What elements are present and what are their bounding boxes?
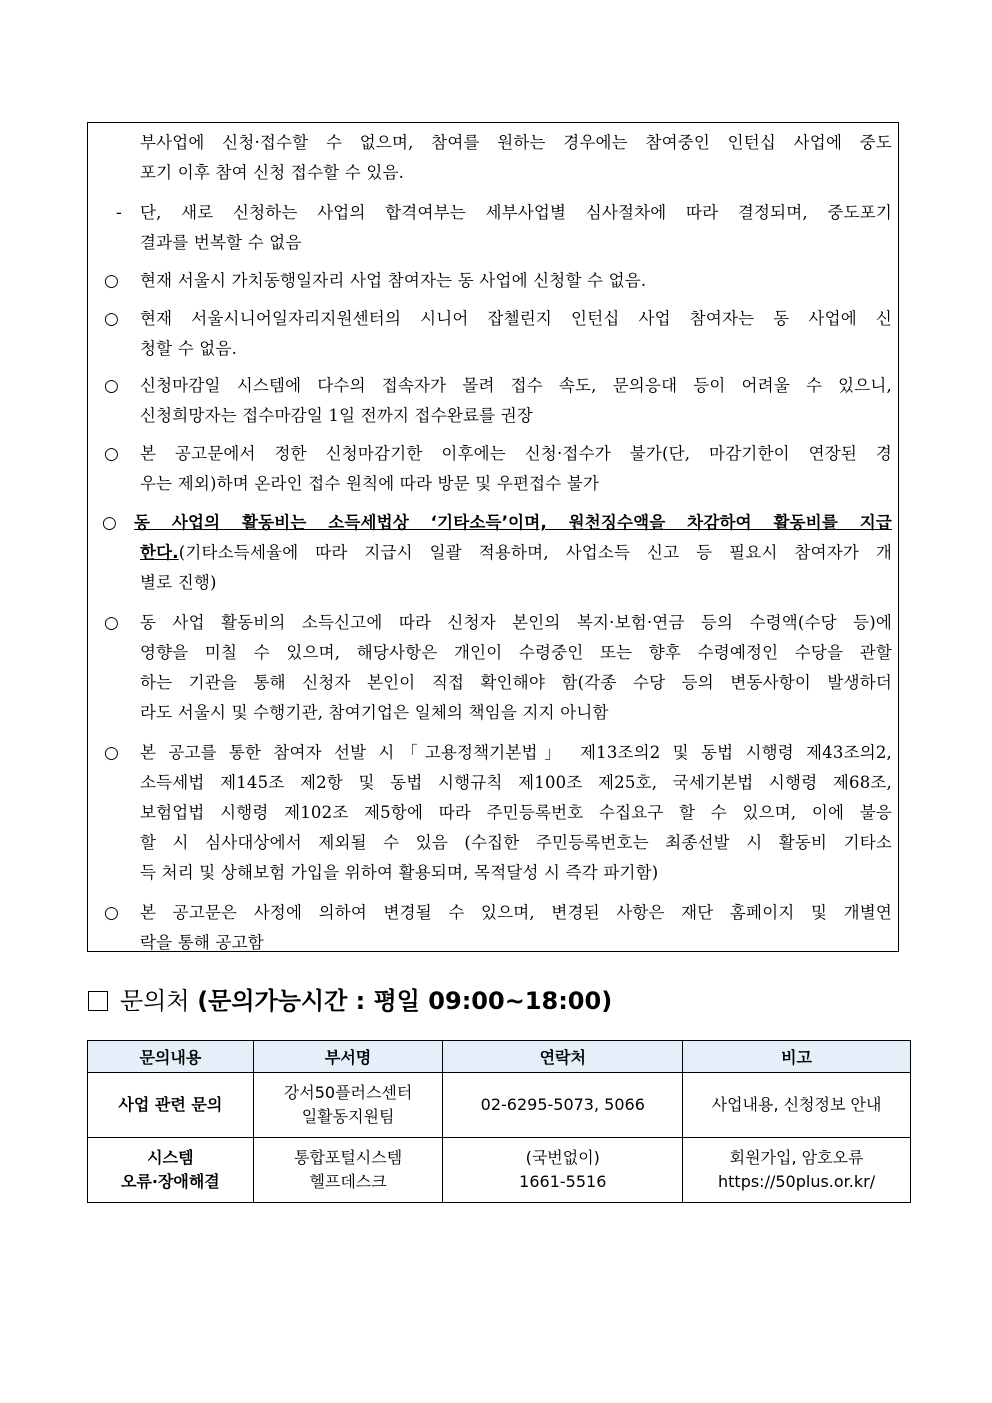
phone-cell [443, 1073, 683, 1138]
text-line: 단, 새로 신청하는 사업의 합격여부는 세부사업별 심사절차에 따라 결정되며, 중도포기 [140, 203, 892, 222]
dash-marker: - [116, 203, 122, 223]
text-line: 신청마감일 시스템에 다수의 접속자가 몰려 접수 속도, 문의응대 등이 어려울 수 있으니, [140, 376, 892, 395]
table-row [88, 1073, 911, 1138]
notice-item [140, 304, 892, 364]
dept-line: 일활동지원팀 [301, 1107, 395, 1126]
text-line: 본 공고문은 사정에 의하여 변경될 수 있으며, 변경된 사항은 재단 홈페이지 및 개별연 [140, 903, 892, 922]
website-link[interactable]: https://50plus.or.kr/ [718, 1172, 876, 1191]
notice-item [140, 898, 892, 958]
column-header: 비고 [683, 1041, 911, 1073]
text-line: 하는 기관을 통해 신청자 본인이 직접 확인해야 함(각종 수당 등의 변동사항이 발생하더 [140, 673, 892, 692]
text-line: 결과를 번복할 수 없음 [140, 233, 302, 252]
dash-paragraph [140, 198, 892, 258]
text-line: 우는 제외)하며 온라인 접수 원칙에 따라 방문 및 우편접수 불가 [140, 474, 600, 493]
note-cell [683, 1138, 911, 1203]
circle-bullet-icon: ○ [104, 309, 119, 329]
text-line: 포기 이후 참여 신청 접수할 수 있음. [140, 163, 405, 182]
phone-cell [443, 1138, 683, 1203]
income-tax-emphasis-end: 한다. [140, 543, 179, 562]
text-line [134, 568, 892, 598]
circle-bullet-icon: ○ [104, 376, 119, 396]
table-row [88, 1138, 911, 1203]
checkbox-square-icon [88, 991, 108, 1011]
notice-item [140, 439, 892, 499]
text-line: 라도 서울시 및 수행기관, 참여기업은 일체의 책임을 지지 아니함 [140, 703, 609, 722]
dept-cell [253, 1138, 443, 1203]
dept-line: 통합포털시스템 [293, 1148, 403, 1167]
text-line: 본 공고문에서 정한 신청마감기한 이후에는 신청·접수가 불가(단, 마감기한이 연장된 경 [140, 444, 892, 463]
text-line: 소득세법 제145조 제2항 및 동법 시행규칙 제100조 제25호, 국세기본법 시행령 제68조, [140, 773, 892, 792]
phone-line: (국번없이) [525, 1148, 600, 1167]
contact-title-text: 문의처 [120, 987, 190, 1015]
income-tax-note-end: 별로 진행) [140, 573, 217, 592]
circle-bullet-icon: ○ [104, 743, 119, 763]
income-tax-emphasis: 동 사업의 활동비는 소득세법상 ‘기타소득’이며, 원천징수액을 차감하여 활동비를 지급 [134, 513, 892, 532]
text-line: 본 공고를 통한 참여자 선발 시「고용정책기본법」 제13조의2 및 동법 시행령 제43조의2, [140, 743, 892, 762]
phone-text: 02-6295-5073, 5066 [480, 1095, 645, 1114]
phone-line: 1661-5516 [519, 1172, 607, 1191]
dept-line: 강서50플러스센터 [283, 1083, 413, 1102]
notice-item [140, 266, 892, 296]
text-line: 할 시 심사대상에서 제외될 수 있음 (수집한 주민등록번호는 최종선발 시 활동비 기타소 [140, 833, 892, 852]
text-line: 부사업에 신청·접수할 수 없으며, 참여를 원하는 경우에는 참여중인 인턴십 사업에 중도 [140, 133, 892, 152]
column-header: 연락처 [443, 1041, 683, 1073]
topic-line: 시스템 [147, 1148, 194, 1167]
notice-item [140, 608, 892, 728]
column-header: 부서명 [253, 1041, 443, 1073]
dept-line: 헬프데스크 [309, 1172, 387, 1191]
text-line: 보험업법 시행령 제102조 제5항에 따라 주민등록번호 수집요구 할 수 있으며, 이에 불응 [140, 803, 892, 822]
notice-box [87, 122, 899, 952]
text-line: 청할 수 없음. [140, 339, 238, 358]
text-line: 영향을 미칠 수 있으며, 해당사항은 개인이 수령중인 또는 향후 수령예정인 수당을 관할 [140, 643, 892, 662]
contact-section-title [88, 985, 612, 1017]
text-line [134, 508, 892, 538]
circle-bullet-icon: ○ [102, 513, 117, 533]
income-tax-note: (기타소득세율에 따라 지급시 일괄 적용하며, 사업소득 신고 등 필요시 참여자가 개 [178, 543, 892, 562]
circle-bullet-icon: ○ [104, 444, 119, 464]
notice-item [140, 371, 892, 431]
text-line: 득 처리 및 상해보험 가입을 위하여 활용되며, 목적달성 시 즉각 파기함) [140, 863, 659, 882]
topic-line: 오류·장애해결 [120, 1172, 220, 1191]
text-line: 현재 서울시 가치동행일자리 사업 참여자는 동 사업에 신청할 수 없음. [140, 271, 647, 290]
text-line: 신청희망자는 접수마감일 1일 전까지 접수완료를 권장 [140, 406, 533, 425]
text-line: 현재 서울시니어일자리지원센터의 시니어 잡첼린지 인턴십 사업 참여자는 동 사업에 신 [140, 309, 892, 328]
notice-item [140, 738, 892, 888]
table-header-row [88, 1041, 911, 1073]
circle-bullet-icon: ○ [104, 271, 119, 291]
circle-bullet-icon: ○ [104, 903, 119, 923]
income-tax-item [134, 508, 892, 598]
circle-bullet-icon: ○ [104, 613, 119, 633]
text-line: 락을 통해 공고함 [140, 933, 264, 952]
contact-hours: (문의가능시간 : 평일 09:00~18:00) [197, 987, 613, 1015]
topic-cell [88, 1138, 254, 1203]
text-line [134, 538, 892, 568]
topic-text: 사업 관련 문의 [118, 1095, 223, 1114]
text-line: 동 사업 활동비의 소득신고에 따라 신청자 본인의 복지·보험·연금 등의 수령액(수당 등)에 [140, 613, 892, 632]
dept-cell [253, 1073, 443, 1138]
column-header: 문의내용 [88, 1041, 254, 1073]
contact-table [87, 1040, 911, 1203]
note-cell [683, 1073, 911, 1138]
note-line: 회원가입, 암호오류 [729, 1148, 864, 1167]
continuation-paragraph [140, 128, 892, 188]
note-text: 사업내용, 신청정보 안내 [711, 1095, 882, 1114]
topic-cell [88, 1073, 254, 1138]
